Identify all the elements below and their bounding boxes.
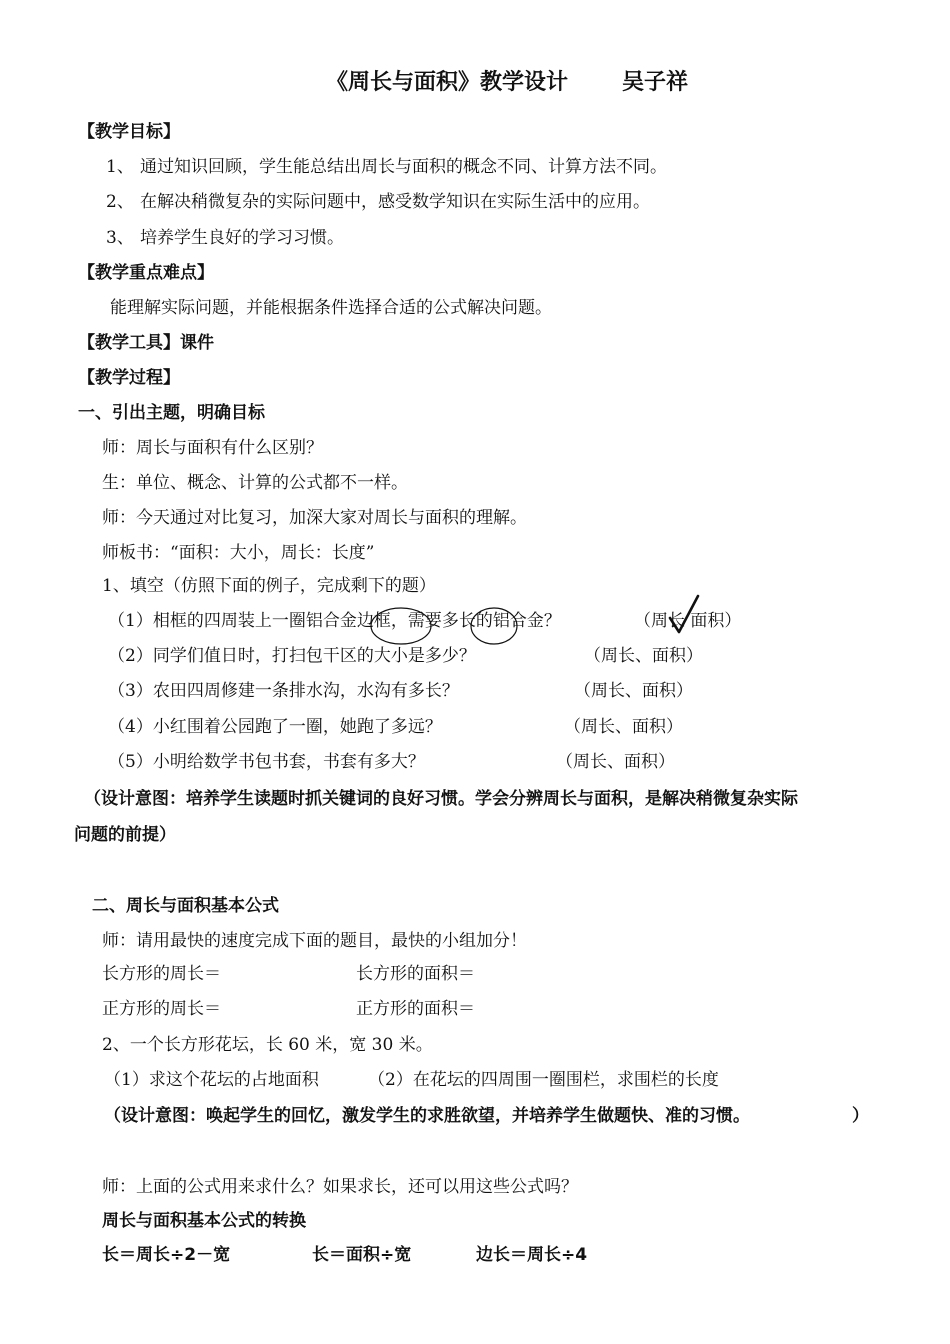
question-text: （1）相框的四周装上一圈铝合金边框，需要多长的铝合金？ bbox=[108, 611, 561, 631]
formula-square-perimeter: 正方形的周长＝ bbox=[102, 999, 221, 1019]
conversion-formula: 长＝周长÷2－宽 bbox=[102, 1245, 231, 1265]
goal-number: 2、 bbox=[106, 192, 134, 212]
question-answer: （周长、面积） bbox=[556, 752, 675, 772]
conversion-formula: 长＝面积÷宽 bbox=[312, 1245, 412, 1265]
goals-heading: 【教学目标】 bbox=[78, 122, 180, 142]
author-name: 吴子祥 bbox=[622, 69, 689, 95]
dialogue-line: 师：今天通过对比复习，加深大家对周长与面积的理解。 bbox=[102, 508, 527, 528]
design-intent-1-cont: 问题的前提） bbox=[74, 825, 176, 845]
tools-line: 【教学工具】课件 bbox=[78, 333, 214, 353]
design-intent-2: （设计意图：唤起学生的回忆，激发学生的求胜欲望，并培养学生做题快、准的习惯。 bbox=[104, 1106, 750, 1126]
problem-text: 2、一个长方形花坛，长 60 米，宽 30 米。 bbox=[102, 1035, 433, 1055]
key-heading: 【教学重点难点】 bbox=[78, 263, 214, 283]
section1-heading: 一、引出主题，明确目标 bbox=[78, 403, 265, 423]
dialogue-line: 师：请用最快的速度完成下面的题目，最快的小组加分！ bbox=[102, 931, 527, 951]
goal-text: 在解决稍微复杂的实际问题中，感受数学知识在实际生活中的应用。 bbox=[140, 192, 650, 212]
sub-question: （2）在花坛的四周围一圈围栏，求围栏的长度 bbox=[368, 1070, 719, 1090]
question-answer: （周长、面积） bbox=[574, 681, 693, 701]
circle-mark-length bbox=[471, 608, 517, 644]
formula-square-area: 正方形的面积＝ bbox=[356, 999, 475, 1019]
question-answer: （周长、面积） bbox=[584, 646, 703, 666]
question-answer: （周长、面积） bbox=[564, 717, 683, 737]
circle-marks bbox=[366, 600, 526, 650]
key-text: 能理解实际问题，并能根据条件选择合适的公式解决问题。 bbox=[110, 298, 552, 318]
dialogue-line: 师板书：“面积：大小，周长：长度” bbox=[102, 543, 375, 563]
design-intent-1: （设计意图：培养学生读题时抓关键词的良好习惯。学会分辨周长与面积，是解决稍微复杂实际 bbox=[84, 789, 798, 809]
circle-mark-frame bbox=[371, 608, 431, 644]
conversion-heading: 周长与面积基本公式的转换 bbox=[102, 1211, 306, 1231]
section2-heading: 二、周长与面积基本公式 bbox=[92, 896, 279, 916]
checkmark-icon bbox=[668, 594, 702, 636]
dialogue-line: 师：周长与面积有什么区别？ bbox=[102, 438, 323, 458]
question-text: （4）小红围着公园跑了一圈，她跑了多远？ bbox=[108, 717, 442, 737]
goal-text: 通过知识回顾，学生能总结出周长与面积的概念不同、计算方法不同。 bbox=[140, 157, 667, 177]
goal-text: 培养学生良好的学习习惯。 bbox=[140, 228, 344, 248]
page-title: 《周长与面积》教学设计 bbox=[326, 69, 569, 95]
goal-number: 3、 bbox=[106, 228, 134, 248]
formula-rect-perimeter: 长方形的周长＝ bbox=[102, 964, 221, 984]
dialogue-line: 师：上面的公式用来求什么？如果求长，还可以用这些公式吗？ bbox=[102, 1177, 578, 1197]
question-text: （2）同学们值日时，打扫包干区的大小是多少？ bbox=[108, 646, 476, 666]
formula-rect-area: 长方形的面积＝ bbox=[356, 964, 475, 984]
design-intent-2-close: ） bbox=[852, 1106, 869, 1126]
question-text: （5）小明给数学书包书套，书套有多大？ bbox=[108, 752, 425, 772]
question-answer: （周长 面积） bbox=[634, 611, 742, 631]
exercise-instruction: 1、填空（仿照下面的例子，完成剩下的题） bbox=[102, 576, 436, 596]
goal-number: 1、 bbox=[106, 157, 134, 177]
process-heading: 【教学过程】 bbox=[78, 368, 180, 388]
question-text: （3）农田四周修建一条排水沟，水沟有多长？ bbox=[108, 681, 459, 701]
dialogue-line: 生：单位、概念、计算的公式都不一样。 bbox=[102, 473, 408, 493]
conversion-formula: 边长＝周长÷4 bbox=[476, 1245, 588, 1265]
sub-question: （1）求这个花坛的占地面积 bbox=[104, 1070, 319, 1090]
